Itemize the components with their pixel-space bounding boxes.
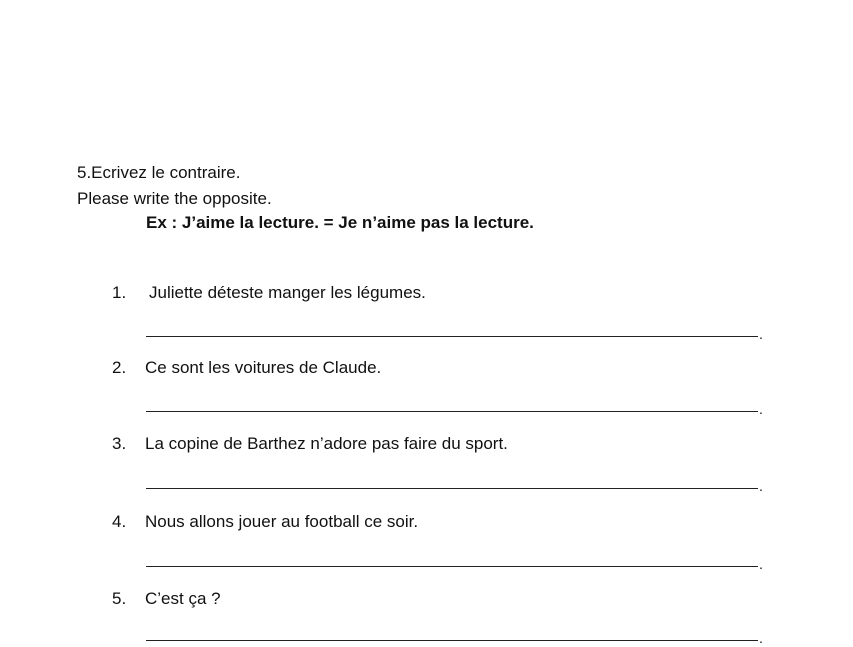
question-text: Ce sont les voitures de Claude.: [145, 358, 382, 377]
answer-line-2[interactable]: [146, 411, 758, 412]
answer-period-5: .: [759, 630, 763, 646]
question-number: 1.: [112, 283, 127, 302]
answer-line-5[interactable]: [146, 640, 758, 641]
question-item-1: [112, 280, 426, 306]
question-item-3: [112, 431, 508, 457]
question-number: 5.: [112, 589, 127, 608]
question-item-2: [112, 355, 381, 381]
question-text: Nous allons jouer au football ce soir.: [145, 512, 419, 531]
question-text: La copine de Barthez n’adore pas faire du sport.: [145, 434, 508, 453]
answer-line-4[interactable]: [146, 566, 758, 567]
answer-period-3: .: [759, 478, 763, 494]
answer-period-4: .: [759, 556, 763, 572]
question-number: 3.: [112, 434, 127, 453]
question-item-5: [112, 586, 221, 612]
question-text: C’est ça ?: [145, 589, 221, 608]
question-item-4: [112, 509, 418, 535]
question-text: Juliette déteste manger les légumes.: [149, 283, 426, 302]
question-number: 4.: [112, 512, 127, 531]
exercise-heading: 5.Ecrivez le contraire.: [77, 163, 241, 182]
exercise-subheading: Please write the opposite.: [77, 189, 272, 208]
exercise-example: Ex : J’aime la lecture. = Je n’aime pas la lecture.: [146, 213, 534, 232]
answer-line-1[interactable]: [146, 336, 758, 337]
answer-period-1: .: [759, 326, 763, 342]
answer-line-3[interactable]: [146, 488, 758, 489]
answer-period-2: .: [759, 401, 763, 417]
question-number: 2.: [112, 358, 127, 377]
